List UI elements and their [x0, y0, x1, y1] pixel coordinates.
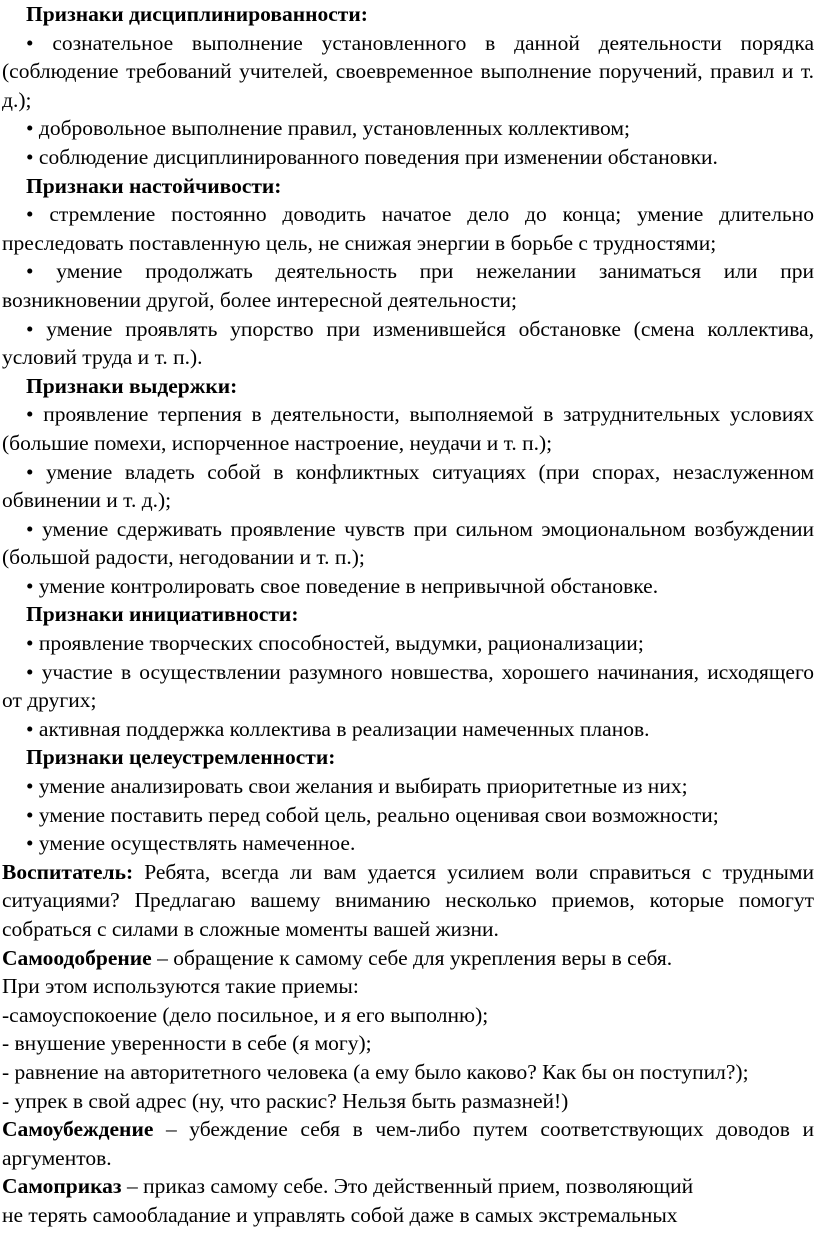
- list-item: • активная поддержка коллектива в реализации намеченных планов.: [26, 716, 650, 741]
- self-approval-term: Самоодобрение: [2, 945, 152, 970]
- techniques-intro: При этом используются такие приемы:: [2, 974, 359, 999]
- list-item: • добровольное выполнение правил, установленных коллективом;: [26, 116, 630, 141]
- self-command-definition-line1: – приказ самому себе. Это действенный прием, позволяющий: [121, 1174, 694, 1199]
- teacher-text: Ребята, всегда ли вам удается усилием воли справиться с трудными ситуациями? Предлагаю вашему вниманию несколько приемов, которые помогут собраться с силами в сложные моменты вашей жизни.: [2, 859, 814, 941]
- self-approval-paragraph: [2, 944, 814, 973]
- list-item: • умение анализировать свои желания и выбирать приоритетные из них;: [26, 774, 688, 799]
- section-heading: Признаки выдержки:: [26, 373, 238, 398]
- self-persuasion-paragraph: [2, 1115, 814, 1172]
- section-heading: Признаки дисциплинированности:: [26, 2, 368, 26]
- technique-item: -самоуспокоение (дело посильное, и я его выполню);: [2, 1002, 489, 1027]
- section-initiative: [2, 600, 814, 743]
- list-item: • умение продолжать деятельность при нежелании заниматься или при возникновении другой, более интересной деятельности;: [2, 259, 814, 312]
- list-item: • проявление творческих способностей, выдумки, рационализации;: [26, 631, 644, 656]
- technique-item: - упрек в свой адрес (ну, что раскис? Нельзя быть размазней!): [2, 1088, 569, 1113]
- self-approval-definition: – обращение к самому себе для укрепления веры в себя.: [151, 945, 673, 970]
- list-item: • умение осуществлять намеченное.: [26, 831, 356, 856]
- list-item: • умение проявлять упорство при изменившейся обстановке (смена коллектива, условий труда и т. п.).: [2, 316, 814, 370]
- section-heading: Признаки целеустремленности:: [26, 745, 336, 770]
- list-item: • умение сдерживать проявление чувств при сильном эмоциональном возбуждении (большой радости, негодовании и т. п.);: [2, 516, 814, 570]
- list-item: • сознательное выполнение установленного в данной деятельности порядка (соблюдение требований учителей, своевременное выполнение поручений, правил и т. д.);: [2, 30, 814, 112]
- self-command-definition-line2: не терять самообладание и управлять собой даже в самых экстремальных: [2, 1202, 678, 1227]
- list-item: • участие в осуществлении разумного новшества, хорошего начинания, исходящего от других;: [2, 659, 814, 713]
- list-item: • умение поставить перед собой цель, реально оценивая свои возможности;: [26, 802, 719, 827]
- list-item: • умение владеть собой в конфликтных ситуациях (при спорах, незаслуженном обвинении и т. д.);: [2, 459, 814, 513]
- section-discipline: [2, 0, 814, 172]
- section-heading: Признаки инициативности:: [26, 602, 299, 627]
- teacher-paragraph: [2, 858, 814, 944]
- list-item: • стремление постоянно доводить начатое дело до конца; умение длительно преследовать поставленную цель, не снижая энергии в борьбе с трудностями;: [2, 202, 814, 255]
- section-persistence: [2, 172, 814, 372]
- list-item: • умение контролировать свое поведение в непривычной обстановке.: [26, 573, 659, 598]
- section-endurance: [2, 372, 814, 601]
- self-persuasion-definition: – убеждение себя в чем-либо путем соответствующих доводов и аргументов.: [2, 1117, 814, 1170]
- teacher-label: Воспитатель:: [2, 859, 134, 884]
- self-command-paragraph: [2, 1172, 814, 1229]
- self-persuasion-term: Самоубеждение: [2, 1117, 154, 1142]
- list-item: • соблюдение дисциплинированного поведения при изменении обстановки.: [26, 144, 718, 169]
- self-command-term: Самоприказ: [2, 1174, 122, 1199]
- list-item: • проявление терпения в деятельности, выполняемой в затруднительных условиях (большие помехи, испорченное настроение, неудачи и т. п.);: [2, 402, 814, 455]
- technique-item: - равнение на авторитетного человека (а ему было каково? Как бы он поступил?);: [2, 1059, 749, 1084]
- section-purposefulness: [2, 743, 814, 857]
- section-heading: Признаки настойчивости:: [26, 173, 282, 198]
- technique-item: - внушение уверенности в себе (я могу);: [2, 1031, 372, 1056]
